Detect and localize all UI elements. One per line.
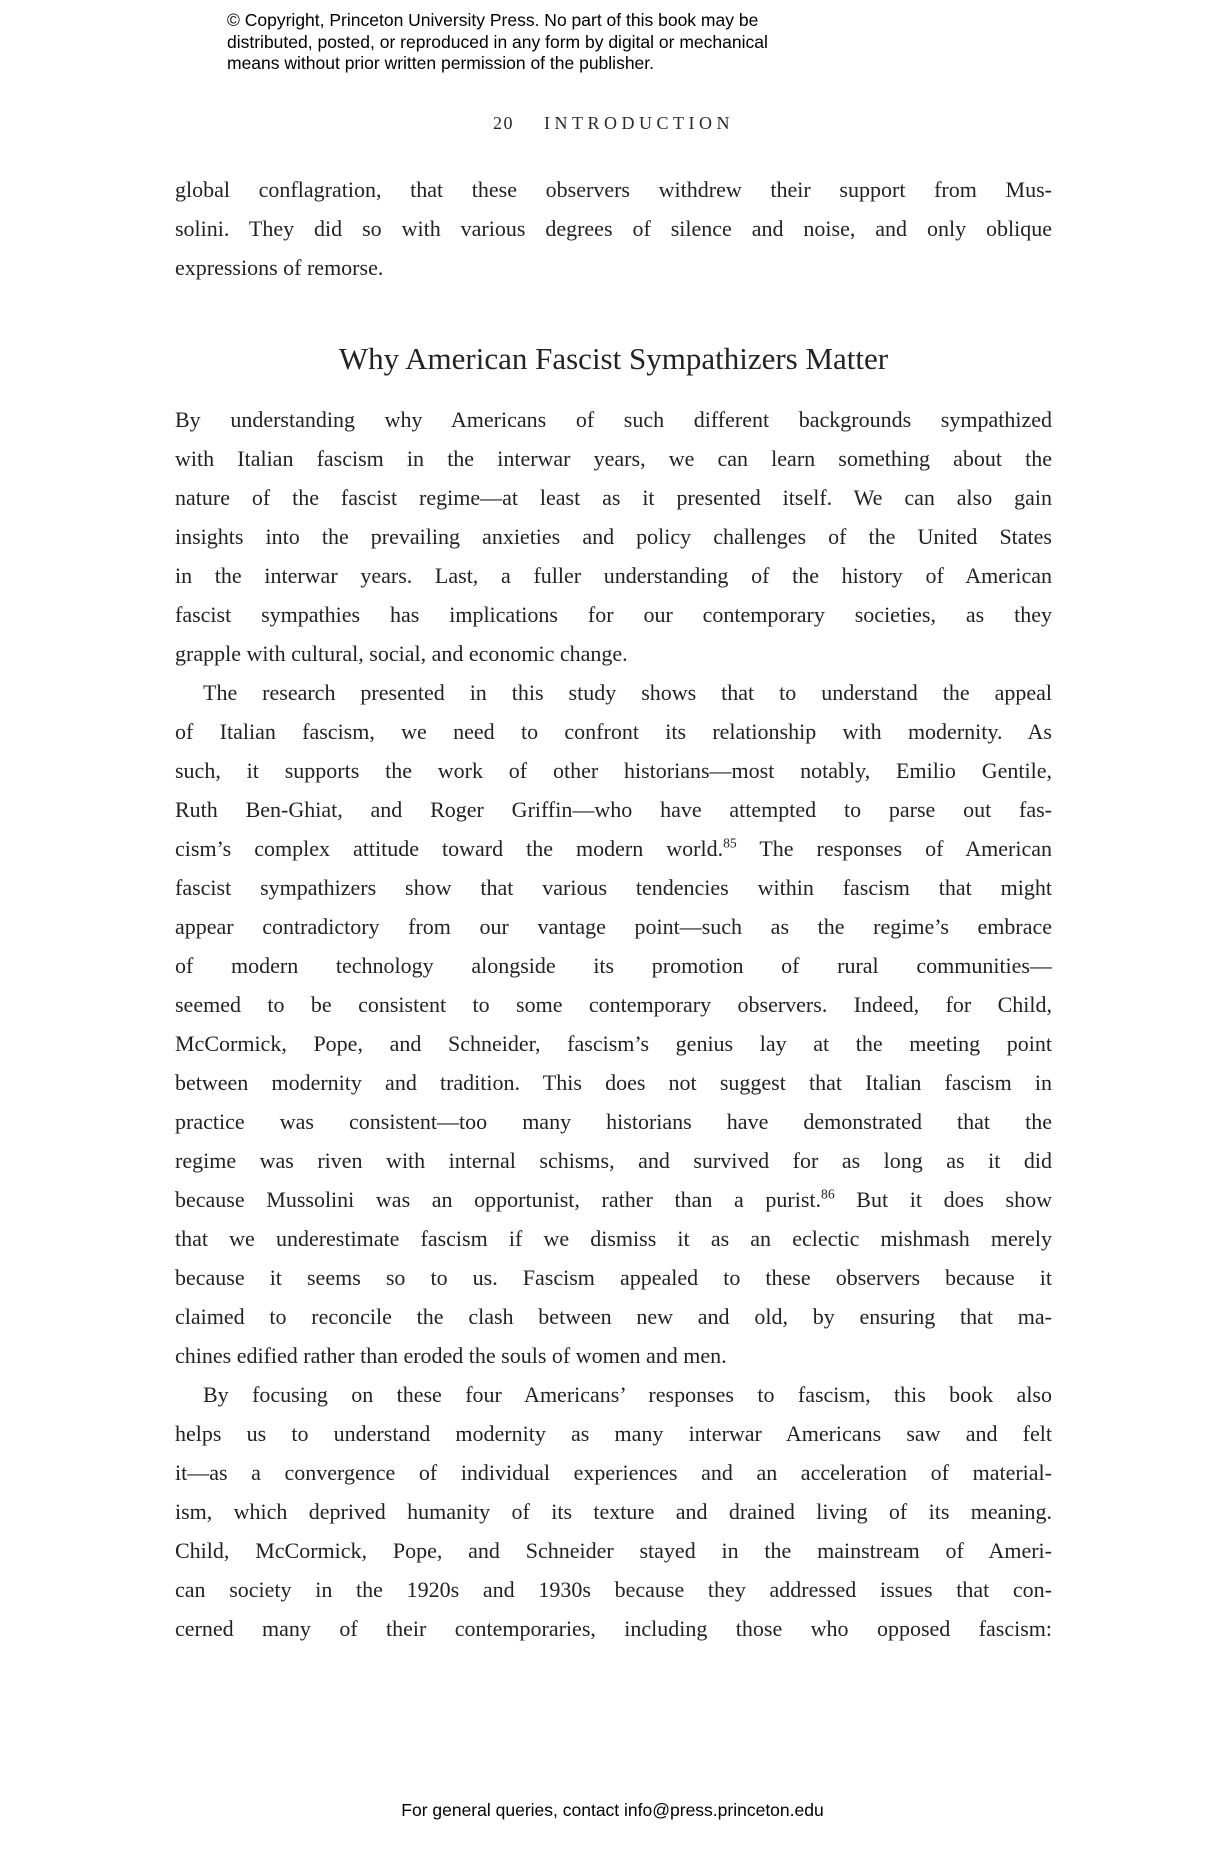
running-head — [175, 113, 1052, 134]
page-number: 20 — [493, 113, 514, 133]
text-line: cerned many of their contemporaries, including those who opposed fascism: — [175, 1616, 1052, 1641]
text-line: seemed to be consistent to some contemporary observers. Indeed, for Child, — [175, 992, 1052, 1017]
text-line: claimed to reconcile the clash between new and old, by ensuring that ma- — [175, 1304, 1052, 1329]
text-line: global conflagration, that these observers withdrew their support from Mus- — [175, 177, 1052, 202]
text-line: solini. They did so with various degrees of silence and noise, and only oblique — [175, 216, 1052, 241]
text-line: because Mussolini was an opportunist, rather than a purist.$^{86}$ But it does show — [175, 1186, 1052, 1212]
text-line: because it seems so to us. Fascism appealed to these observers because it — [175, 1265, 1052, 1290]
text-line: cism’s complex attitude toward the modern world.$^{85}$ The responses of American — [175, 835, 1052, 861]
text-line: By understanding why Americans of such different backgrounds sympathized — [175, 407, 1052, 432]
text-line: of Italian fascism, we need to confront its relationship with modernity. As — [175, 719, 1052, 744]
text-line: helps us to understand modernity as many interwar Americans saw and felt — [175, 1421, 1052, 1446]
copyright-line: © Copyright, Princeton University Press. No part of this book may be — [227, 10, 759, 30]
footer-queries-line: For general queries, contact info@press.princeton.edu — [401, 1800, 824, 1820]
text-line: grapple with cultural, social, and economic change. — [175, 641, 628, 666]
text-line: it—as a convergence of individual experiences and an acceleration of material- — [175, 1460, 1052, 1485]
text-line: By focusing on these four Americans’ responses to fascism, this book also — [203, 1382, 1052, 1407]
text-line: expressions of remorse. — [175, 255, 384, 280]
copyright-notice — [227, 10, 768, 75]
footnote-ref: 85 — [723, 835, 737, 851]
footnote-ref: 86 — [821, 1186, 835, 1202]
copyright-line: means without prior written permission of the publisher. — [227, 53, 655, 73]
text-line: of modern technology alongside its promotion of rural communities— — [175, 953, 1052, 978]
text-line: chines edified rather than eroded the souls of women and men. — [175, 1343, 727, 1368]
body-top — [175, 170, 1052, 287]
text-line: ism, which deprived humanity of its texture and drained living of its meaning. — [175, 1499, 1052, 1524]
text-line: such, it supports the work of other historians—most notably, Emilio Gentile, — [175, 758, 1052, 783]
section-heading: Why American Fascist Sympathizers Matter — [338, 341, 889, 376]
copyright-line: distributed, posted, or reproduced in any form by digital or mechanical — [227, 31, 768, 52]
text-line: fascist sympathies has implications for our contemporary societies, as they — [175, 602, 1052, 627]
text-line: fascist sympathizers show that various tendencies within fascism that might — [175, 875, 1052, 900]
text-line: appear contradictory from our vantage point—such as the regime’s embrace — [175, 914, 1052, 939]
text-line: insights into the prevailing anxieties and policy challenges of the United States — [175, 524, 1052, 549]
text-line: Ruth Ben-Ghiat, and Roger Griffin—who have attempted to parse out fas- — [175, 797, 1052, 822]
paragraph — [175, 673, 1052, 1375]
text-column — [175, 170, 1052, 1648]
text-line: practice was consistent—too many historians have demonstrated that the — [175, 1109, 1052, 1134]
text-line: that we underestimate fascism if we dismiss it as an eclectic mishmash merely — [175, 1226, 1052, 1251]
text-line: can society in the 1920s and 1930s because they addressed issues that con- — [175, 1577, 1052, 1602]
running-head-section: INTRODUCTION — [544, 113, 734, 133]
text-line: with Italian fascism in the interwar years, we can learn something about the — [175, 446, 1052, 471]
text-line: The research presented in this study shows that to understand the appeal — [203, 680, 1052, 705]
text-line: nature of the fascist regime—at least as it presented itself. We can also gain — [175, 485, 1052, 510]
text-line: in the interwar years. Last, a fuller understanding of the history of American — [175, 563, 1052, 588]
paragraph — [175, 400, 1052, 673]
paragraph — [175, 170, 1052, 287]
body-rest — [175, 400, 1052, 1648]
paragraph — [175, 1375, 1052, 1648]
text-line: regime was riven with internal schisms, and survived for as long as it did — [175, 1148, 1052, 1173]
text-line: between modernity and tradition. This does not suggest that Italian fascism in — [175, 1070, 1052, 1095]
text-line: McCormick, Pope, and Schneider, fascism’s genius lay at the meeting point — [175, 1031, 1052, 1056]
text-line: Child, McCormick, Pope, and Schneider stayed in the mainstream of Ameri- — [175, 1538, 1052, 1563]
